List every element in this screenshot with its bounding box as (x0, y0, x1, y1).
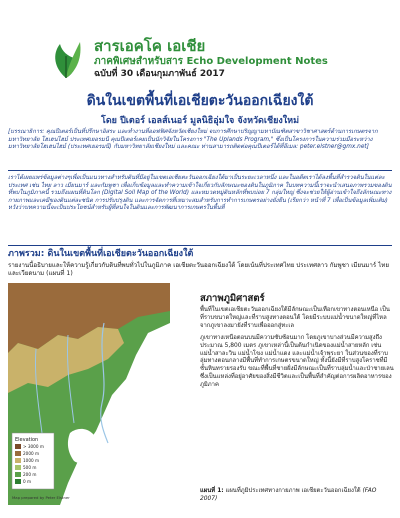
map-sea-east (118, 383, 170, 505)
map-legend-item: > 3000 m (23, 444, 44, 449)
editor-note (8, 129, 392, 167)
map-caption-text: แผนที่ภูมิประเทศทางกายภาพ เอเชียตะวันออกเฉียงใต้ (225, 488, 361, 494)
map-legend-item: 2000 m (23, 451, 40, 456)
map-caption (200, 488, 394, 504)
intro-paragraph: เราได้เผยแพร่ข้อมูลต่างๆเพื่อเป็นแนวทางสำหรับดินที่มีอยู่ในเขตเอเชียตะวันออกเฉียงใต้มาเป็นระยะเวลาหนึ่ง และในอดีตเราได้ลงพื้นที่สำรวจดินในแต่ละประเทศ เช่น ไทย ลาว เมียนมาร์ และกัมพูชา เพื่อเก็บข้อมูลและทำความเข้าใจเกี่ยวกับลักษณะของดินในภูมิภาค ในบทความนี้เราจะนำเสนอภาพรวมของดินที่พบในภูมิภาคนี้ รวมถึงแผนที่ดินโลก (Digital Soil Map of the World) และหมวดหมู่ดินหลักที่พบบ่อย 7 กลุ่มใหญ่ ซึ่งจะช่วยให้ผู้อ่านเข้าใจถึงลักษณะทางกายภาพและเคมีของดินแต่ละชนิด การปรับปรุงดิน และการจัดการที่เหมาะสมสำหรับการทำการเกษตรอย่างยั่งยืน (เรียกว่า หน้าที่ 7 เพื่อเป็นข้อมูลเพิ่มเติม) หวังว่าบทความนี้จะเป็นประโยชน์สำหรับผู้ที่สนใจในดินและการพัฒนาการเกษตรในพื้นที่ (8, 175, 392, 211)
divider-line (8, 170, 392, 171)
map-legend-item: 500 m (23, 465, 37, 470)
map-legend-item: 0 m (23, 479, 32, 484)
brand-title: สารเอคโค เอเชีย (94, 37, 206, 55)
geography-text (200, 307, 394, 394)
southeast-asia-map (8, 283, 170, 505)
article-author: โดย ปีเตอร์ เอลส์เนอร์ มูลนิธิอุ่มใจ จังหวัดเชียงใหม่ (100, 116, 300, 126)
map-legend-item: 1000 m (23, 458, 40, 463)
page-header (0, 0, 400, 88)
editor-note-text: [บรรณาธิการ: คุณปีเตอร์เป็นที่ปรึกษาอิสระ และทำงานที่ออฟฟิศจังหวัดเชียงใหม่ จบการศึกษาปริญญามหาบัณฑิตสาขาวิชาศาสตร์ด้านการเกษตรจากมหาวิทยาลัย โฮเฮนไฮม์ ประเทศเยอรมนี คุณปีเตอร์เคยเป็นนักวิจัยในโครงการ "The Uplands Program," ซึ่งเป็นโครงการในความร่วมมือระหว่างมหาวิทยาลัยโฮเฮนไฮม์ (ประเทศเยอรมนี) กับมหาวิทยาลัยเชียงใหม่ และคณะ ท่านสามารถติดต่อคุณปีเตอร์ได้ที่อีเมล: peter.elstner@gmx.net] (8, 129, 378, 150)
map-legend-item: 200 m (23, 472, 37, 477)
geography-title: สภาพภูมิศาสตร์ (200, 293, 265, 304)
map-caption-label: แผนที่ 1: (200, 488, 224, 494)
divider-line (8, 245, 392, 246)
brand-subtitle: ภาคพิเศษสำหรับสาร Echo Development Notes (94, 56, 328, 67)
issue-number: ฉบับที่ 30 เดือนกุมภาพันธ์ 2017 (94, 69, 225, 79)
article-title: ดินในเขตพื้นที่เอเชียตะวันออกเฉียงใต้ (86, 93, 314, 109)
section-body: รายงานนี้อธิบายและให้ความรู้เกี่ยวกับดินที่พบทั่วไปในภูมิภาค เอเชียตะวันออกเฉียงใต้ โดยเน้นที่ประเทศไทย ประเทศลาว กัมพูชา เมียนมาร์ ไทย และเวียดนาม (แผนที่ 1) (8, 262, 389, 277)
map-caption-source: (FAO 2007) (200, 488, 377, 502)
geography-paragraph: ภูเขาทางเหนือตอนบนมีความซับซ้อนมาก โดยภูเขาบางส่วนมีความสูงถึงประมาณ 5,800 เมตร ภูเขาเหล่านี้เป็นต้นกำเนิดของแม่น้ำสายหลัก เช่น แม่น้ำสาละวิน แม่น้ำโขง แม่น้ำแดง และแม่น้ำเจ้าพระยา ในส่วนของที่ราบลุ่มทางตอนกลางมีพื้นที่ทำการเกษตรขนาดใหญ่ ทั้งนี้ยังมีที่ราบสูงโคราชที่มีชั้นหินทรายรองรับ ขณะที่พื้นที่ชายฝั่งมีลักษณะเป็นที่ราบลุ่มน้ำและป่าชายเลน ซึ่งเป็นแหล่งที่อยู่อาศัยของสิ่งมีชีวิตและเป็นพื้นที่สำคัญต่อการผลิตอาหารของภูมิภาค (200, 334, 394, 389)
echo-leaf-logo-icon (48, 38, 84, 80)
map-credit: Map prepared by Peter Elstner (12, 495, 70, 500)
geography-paragraph: พื้นที่ในเขตเอเชียตะวันออกเฉียงใต้มีลักษณะเป็นเทือกเขาทางตอนเหนือ เป็นที่ราบขนาดใหญ่และที่ราบสูงทางตอนใต้ โดยมีระบบแม่น้ำขนาดใหญ่ที่ไหลจากภูเขาลงมายังที่ราบเพื่อออกสู่ทะเล (200, 307, 390, 329)
section-title: ภาพรวม: ดินในเขตพื้นที่เอเชียตะวันออกเฉียงใต้ (8, 249, 194, 259)
map-legend-title: Elevation (15, 437, 39, 443)
brand-block (94, 38, 328, 80)
